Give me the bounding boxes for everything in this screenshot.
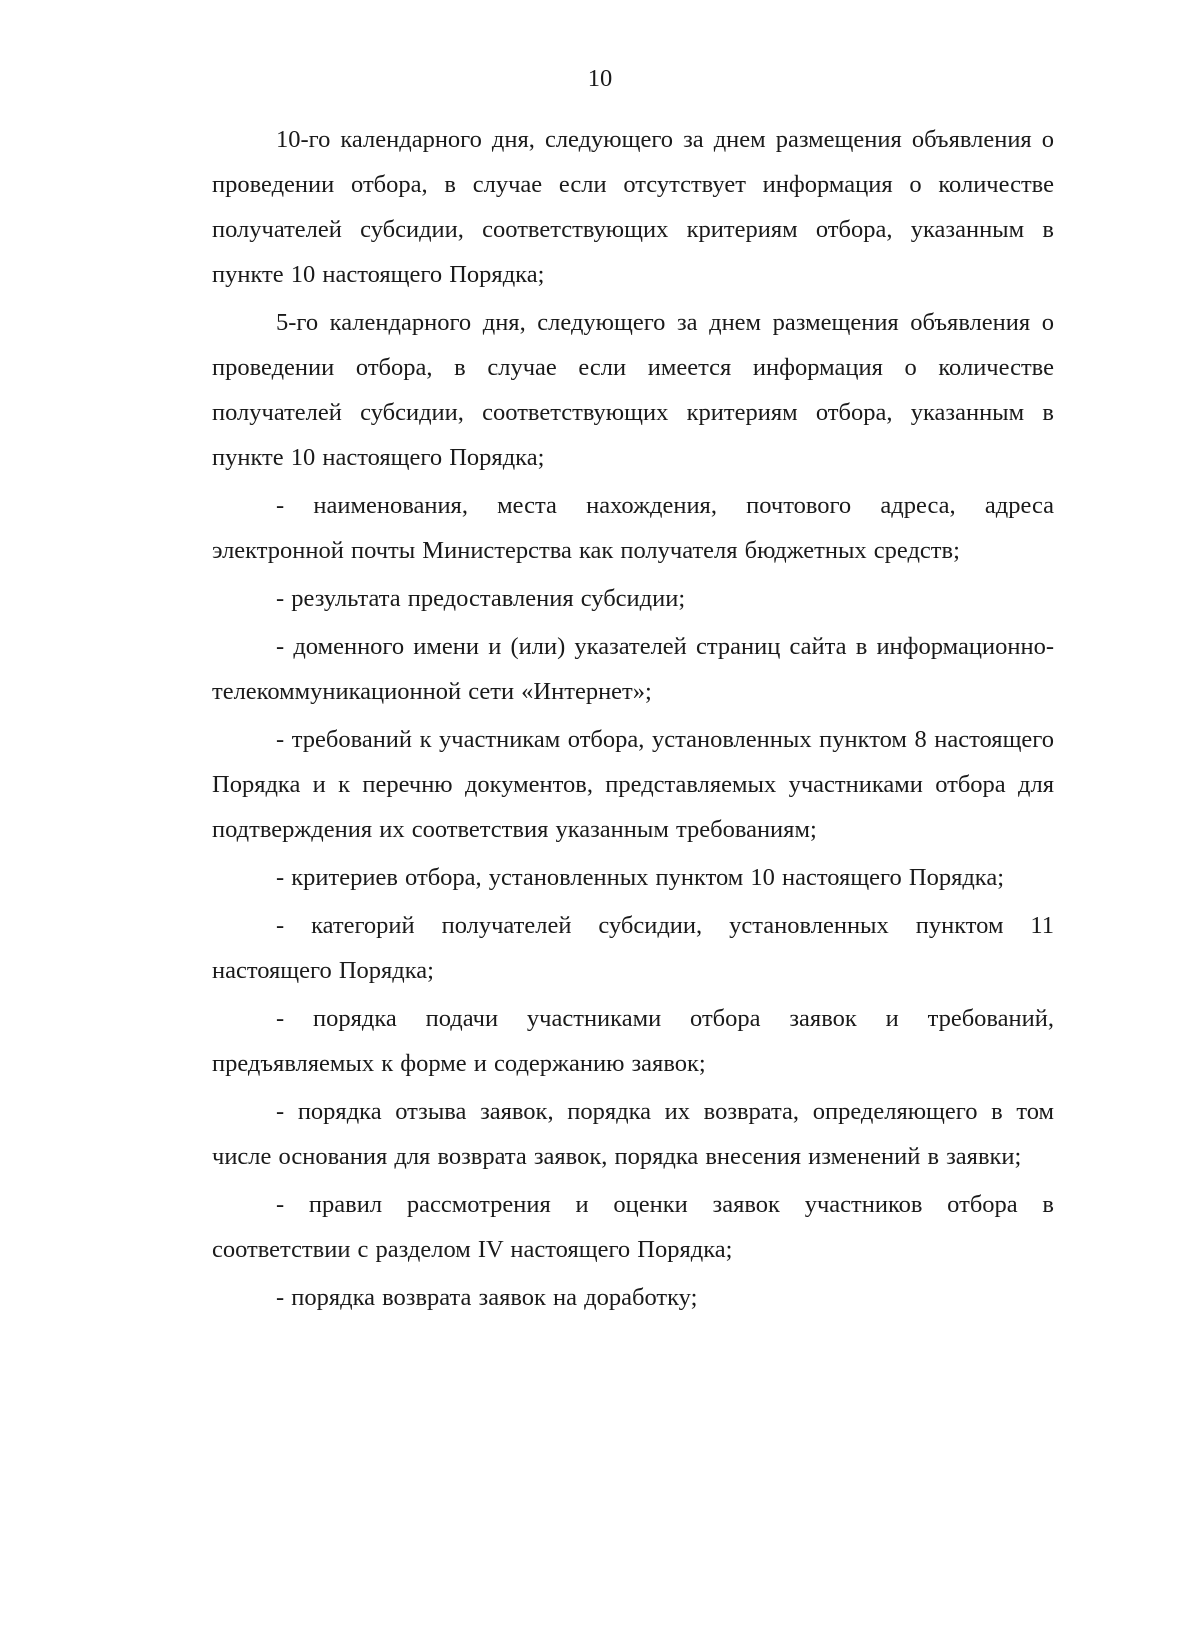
list-item-return-for-revision: - порядка возврата заявок на доработку; bbox=[276, 1284, 698, 1311]
page-number: 10 bbox=[587, 65, 613, 92]
list-item-recipient-categories: - категорий получателей субсидии, установленных пунктом 11 настоящего Порядка; bbox=[212, 912, 1054, 984]
document-body bbox=[212, 117, 1054, 1320]
list-item-ministry-details: - наименования, места нахождения, почтового адреса, адреса электронной почты Министерства как получателя бюджетных средств; bbox=[212, 492, 1054, 564]
list-item-domain-name: - доменного имени и (или) указателей страниц сайта в информационно-телекоммуникационной сети «Интернет»; bbox=[212, 633, 1054, 705]
list-item-review-rules: - правил рассмотрения и оценки заявок участников отбора в соответствии с разделом IV настоящего Порядка; bbox=[212, 1191, 1054, 1263]
list-item-application-procedure: - порядка подачи участниками отбора заявок и требований, предъявляемых к форме и содержанию заявок; bbox=[212, 1005, 1054, 1077]
list-item-subsidy-result: - результата предоставления субсидии; bbox=[276, 585, 686, 612]
list-item-withdrawal-procedure: - порядка отзыва заявок, порядка их возврата, определяющего в том числе основания для возврата заявок, порядка внесения изменений в заявки; bbox=[212, 1098, 1054, 1170]
paragraph-deadline-10-day: 10-го календарного дня, следующего за днем размещения объявления о проведении отбора, в случае если отсутствует информация о количестве получателей субсидии, соответствующих критериям отбора, указанным в пункте 10 настоящего Порядка; bbox=[212, 126, 1054, 288]
list-item-participant-requirements: - требований к участникам отбора, установленных пунктом 8 настоящего Порядка и к перечню документов, представляемых участниками отбора для подтверждения их соответствия указанным требованиям; bbox=[212, 726, 1054, 843]
paragraph-deadline-5-day: 5-го календарного дня, следующего за днем размещения объявления о проведении отбора, в случае если имеется информация о количестве получателей субсидии, соответствующих критериям отбора, указанным в пункте 10 настоящего Порядка; bbox=[212, 309, 1054, 471]
list-item-selection-criteria: - критериев отбора, установленных пунктом 10 настоящего Порядка; bbox=[276, 864, 1005, 891]
